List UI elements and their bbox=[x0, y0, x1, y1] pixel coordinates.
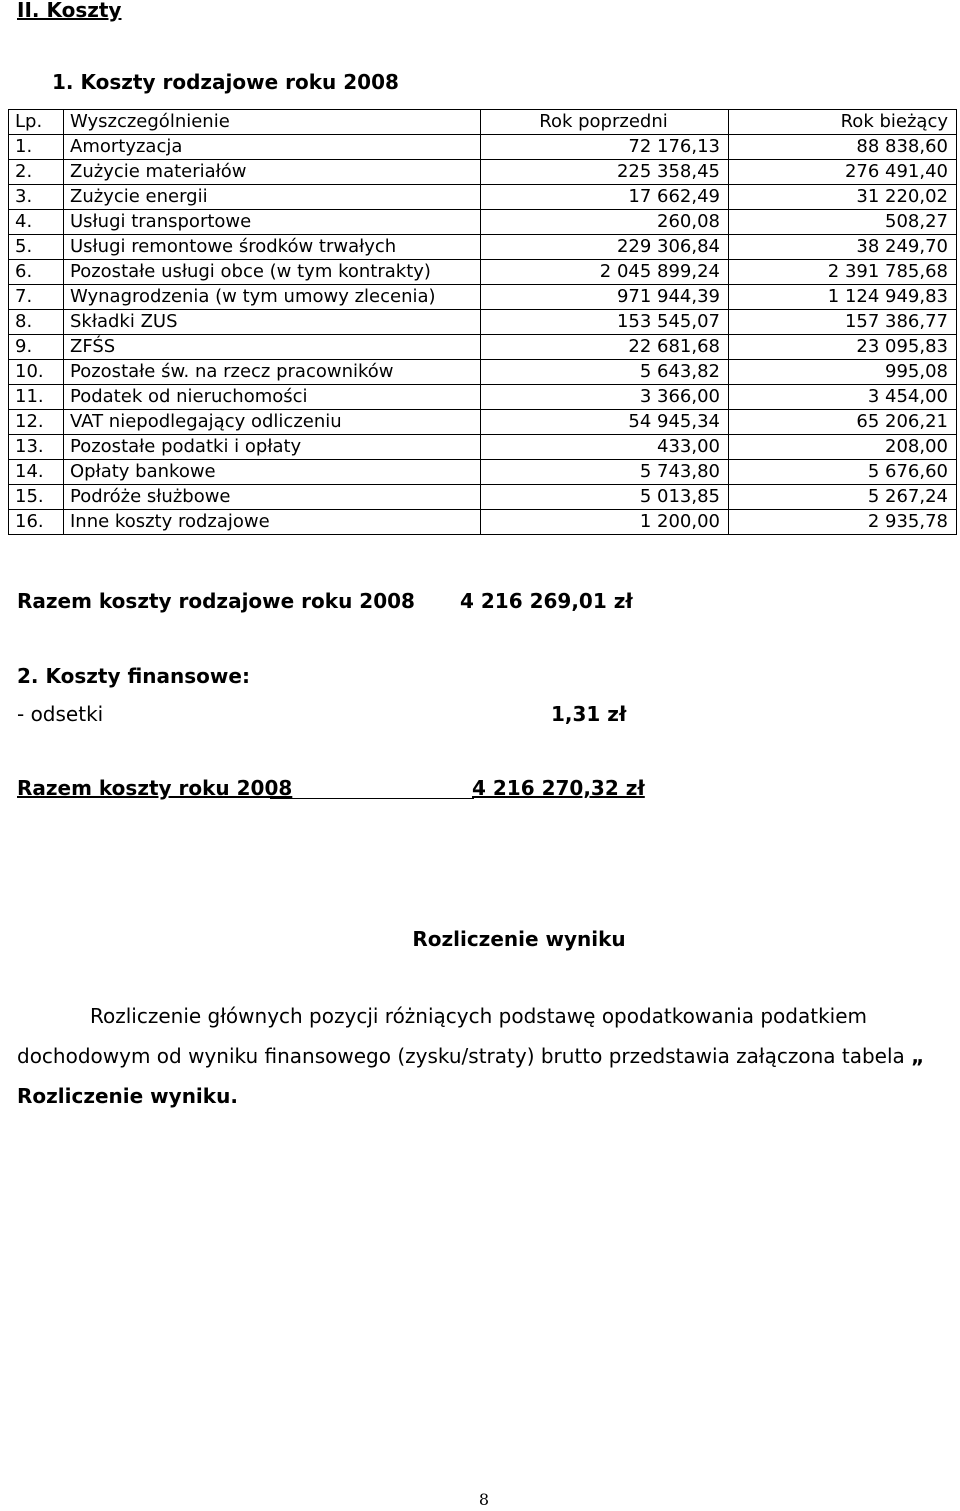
cell-previous-year: 971 944,39 bbox=[481, 285, 729, 310]
cell-lp: 5. bbox=[9, 235, 64, 260]
cell-current-year: 2 391 785,68 bbox=[729, 260, 957, 285]
cell-current-year: 208,00 bbox=[729, 435, 957, 460]
settlement-paragraph bbox=[17, 996, 955, 1116]
cell-current-year: 508,27 bbox=[729, 210, 957, 235]
interest-value: 1,31 zł bbox=[551, 702, 627, 726]
cell-previous-year: 229 306,84 bbox=[481, 235, 729, 260]
cell-description: Zużycie energii bbox=[64, 185, 481, 210]
table-row bbox=[9, 160, 957, 185]
cell-description: Usługi transportowe bbox=[64, 210, 481, 235]
cell-lp: 14. bbox=[9, 460, 64, 485]
total-year-costs-label: Razem koszty roku 2008 bbox=[17, 776, 293, 800]
cell-current-year: 88 838,60 bbox=[729, 135, 957, 160]
cell-previous-year: 3 366,00 bbox=[481, 385, 729, 410]
cell-previous-year: 22 681,68 bbox=[481, 335, 729, 360]
cell-previous-year: 72 176,13 bbox=[481, 135, 729, 160]
cell-lp: 15. bbox=[9, 485, 64, 510]
cell-description: Usługi remontowe środków trwałych bbox=[64, 235, 481, 260]
total-generic-costs-label: Razem koszty rodzajowe roku 2008 bbox=[17, 589, 415, 613]
cell-current-year: 23 095,83 bbox=[729, 335, 957, 360]
interest-label: - odsetki bbox=[17, 702, 104, 726]
cell-lp: 9. bbox=[9, 335, 64, 360]
cell-lp: 2. bbox=[9, 160, 64, 185]
cell-current-year: 3 454,00 bbox=[729, 385, 957, 410]
table-row bbox=[9, 135, 957, 160]
cell-previous-year: 2 045 899,24 bbox=[481, 260, 729, 285]
table-row bbox=[9, 285, 957, 310]
cell-description: Amortyzacja bbox=[64, 135, 481, 160]
header-lp: Lp. bbox=[9, 110, 64, 135]
cell-description: Pozostałe usługi obce (w tym kontrakty) bbox=[64, 260, 481, 285]
cell-current-year: 31 220,02 bbox=[729, 185, 957, 210]
subsection-title: 1. Koszty rodzajowe roku 2008 bbox=[52, 70, 399, 94]
table-row bbox=[9, 435, 957, 460]
cell-description: Pozostałe św. na rzecz pracowników bbox=[64, 360, 481, 385]
page-number: 8 bbox=[478, 1490, 490, 1509]
cell-current-year: 5 267,24 bbox=[729, 485, 957, 510]
cell-description: Podatek od nieruchomości bbox=[64, 385, 481, 410]
cell-description: Pozostałe podatki i opłaty bbox=[64, 435, 481, 460]
cell-previous-year: 153 545,07 bbox=[481, 310, 729, 335]
cell-current-year: 1 124 949,83 bbox=[729, 285, 957, 310]
table-row bbox=[9, 210, 957, 235]
table-row bbox=[9, 310, 957, 335]
cell-lp: 8. bbox=[9, 310, 64, 335]
cell-previous-year: 5 643,82 bbox=[481, 360, 729, 385]
table-row bbox=[9, 335, 957, 360]
cell-description: Inne koszty rodzajowe bbox=[64, 510, 481, 535]
cell-lp: 6. bbox=[9, 260, 64, 285]
section-title: II. Koszty bbox=[17, 0, 122, 22]
table-row bbox=[9, 260, 957, 285]
cell-lp: 11. bbox=[9, 385, 64, 410]
cell-lp: 3. bbox=[9, 185, 64, 210]
cell-lp: 7. bbox=[9, 285, 64, 310]
cell-lp: 13. bbox=[9, 435, 64, 460]
cell-previous-year: 1 200,00 bbox=[481, 510, 729, 535]
total-generic-costs-value: 4 216 269,01 zł bbox=[460, 589, 633, 613]
table-row bbox=[9, 410, 957, 435]
header-previous-year: Rok poprzedni bbox=[481, 110, 729, 135]
total-year-costs-value: 4 216 270,32 zł bbox=[472, 776, 645, 800]
cell-lp: 16. bbox=[9, 510, 64, 535]
cell-previous-year: 225 358,45 bbox=[481, 160, 729, 185]
table-row bbox=[9, 510, 957, 535]
underline-divider bbox=[270, 798, 474, 799]
cell-lp: 4. bbox=[9, 210, 64, 235]
cell-lp: 12. bbox=[9, 410, 64, 435]
costs-table bbox=[8, 109, 957, 535]
cell-previous-year: 54 945,34 bbox=[481, 410, 729, 435]
table-row bbox=[9, 460, 957, 485]
cell-description: Składki ZUS bbox=[64, 310, 481, 335]
cell-current-year: 38 249,70 bbox=[729, 235, 957, 260]
cell-current-year: 65 206,21 bbox=[729, 410, 957, 435]
cell-previous-year: 433,00 bbox=[481, 435, 729, 460]
cell-lp: 1. bbox=[9, 135, 64, 160]
cell-current-year: 5 676,60 bbox=[729, 460, 957, 485]
header-description: Wyszczególnienie bbox=[64, 110, 481, 135]
cell-current-year: 2 935,78 bbox=[729, 510, 957, 535]
cell-previous-year: 5 743,80 bbox=[481, 460, 729, 485]
cell-previous-year: 260,08 bbox=[481, 210, 729, 235]
financial-costs-title: 2. Koszty finansowe: bbox=[17, 664, 250, 688]
cell-previous-year: 5 013,85 bbox=[481, 485, 729, 510]
table-row bbox=[9, 485, 957, 510]
settlement-paragraph-emphasis: „ Rozliczenie wyniku. bbox=[17, 1044, 925, 1108]
cell-current-year: 157 386,77 bbox=[729, 310, 957, 335]
cell-description: Podróże służbowe bbox=[64, 485, 481, 510]
table-row bbox=[9, 185, 957, 210]
settlement-title: Rozliczenie wyniku bbox=[412, 927, 626, 951]
cell-description: VAT niepodlegający odliczeniu bbox=[64, 410, 481, 435]
cell-current-year: 276 491,40 bbox=[729, 160, 957, 185]
cell-description: Opłaty bankowe bbox=[64, 460, 481, 485]
header-current-year: Rok bieżący bbox=[729, 110, 957, 135]
cell-description: Wynagrodzenia (w tym umowy zlecenia) bbox=[64, 285, 481, 310]
table-row bbox=[9, 385, 957, 410]
cell-previous-year: 17 662,49 bbox=[481, 185, 729, 210]
cell-description: Zużycie materiałów bbox=[64, 160, 481, 185]
table-row bbox=[9, 360, 957, 385]
cell-lp: 10. bbox=[9, 360, 64, 385]
table-row bbox=[9, 235, 957, 260]
table-header-row bbox=[9, 110, 957, 135]
cell-current-year: 995,08 bbox=[729, 360, 957, 385]
cell-description: ZFŚS bbox=[64, 335, 481, 360]
settlement-paragraph-text: Rozliczenie głównych pozycji różniących podstawę opodatkowania podatkiem dochodowym od wyniku finansowego (zysku/straty) brutto przedstawia załączona tabela bbox=[17, 1004, 912, 1068]
